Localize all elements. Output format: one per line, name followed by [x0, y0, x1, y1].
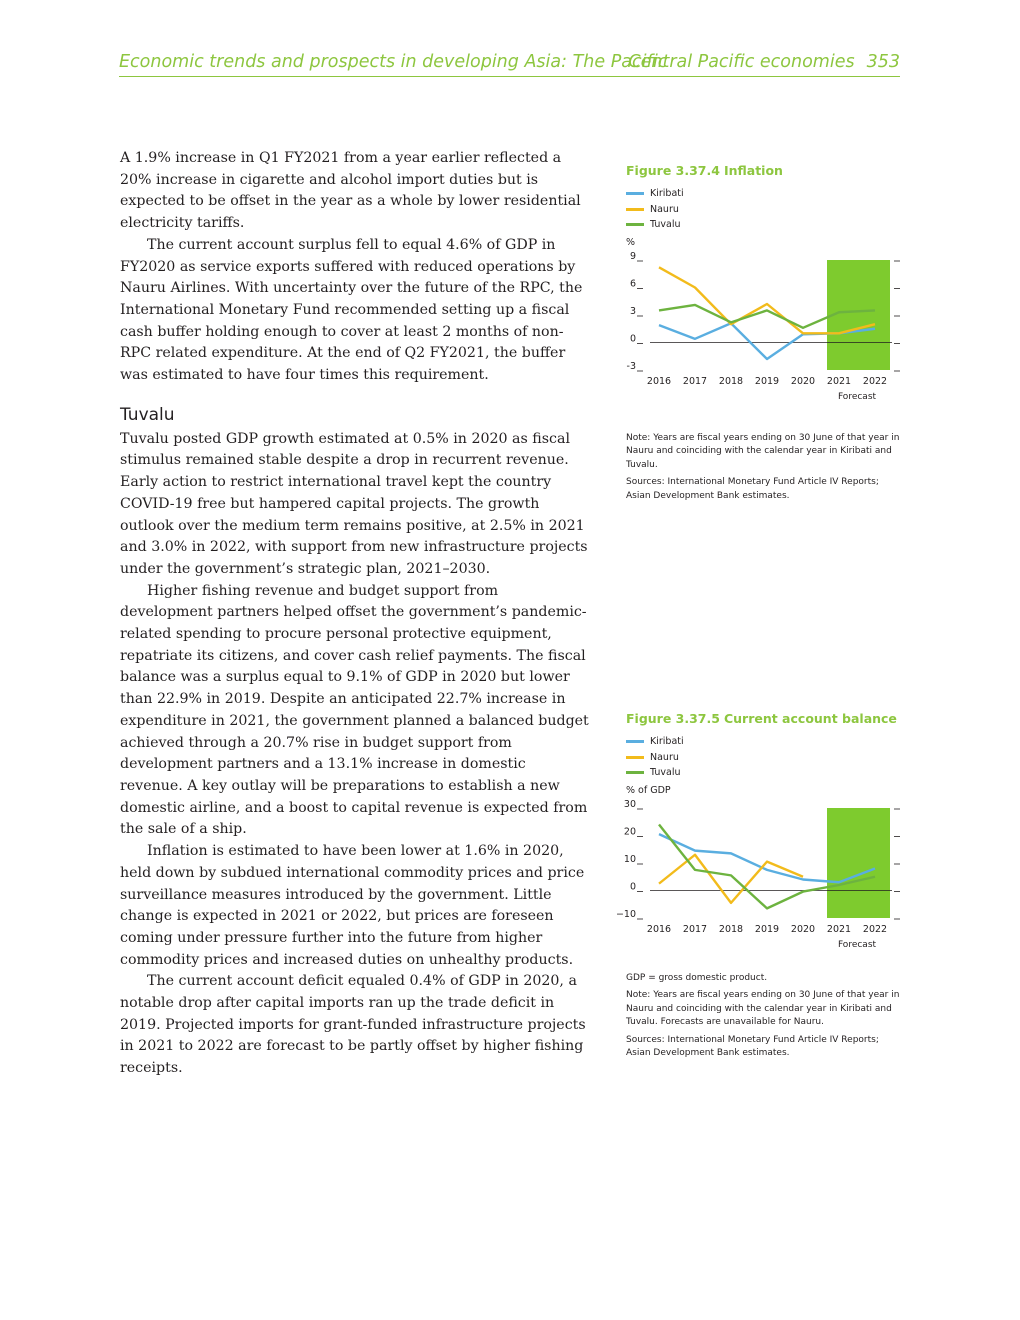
forecast-band [827, 260, 890, 370]
legend-item-nauru [626, 750, 902, 766]
figure-note: Note: Years are fiscal years ending on 30 June of that year in Nauru and coinciding with the calendar year in Kiribati and Tuvalu. Forecasts are unavailable for Nauru. [626, 990, 900, 1027]
legend-label: Nauru [650, 203, 679, 215]
x-tick-label: 2016 [646, 923, 672, 935]
paragraph: The current account surplus fell to equal 4.6% of GDP in FY2020 as service exports suffered with reduced operations by Nauru Airlines. With uncertainty over the future of the RPC, the International Monetary Fund recommended setting up a fiscal cash buffer holding enough to cover at least 2 months of non-RPC related expenditure. At the end of Q2 FY2021, the buffer was estimated to have four times this requirement. [120, 236, 583, 384]
paragraph: The current account deficit equaled 0.4% of GDP in 2020, a notable drop after capital imports ran up the trade deficit in 2019. Projected imports for grant-funded infrastructure projects in 2021 to 2022 are forecast to be partly offset by higher fishing receipts. [120, 973, 586, 1077]
figure-note: Note: Years are fiscal years ending on 30 June of that year in Nauru and coinciding with the calendar year in Kiribati and Tuvalu. [626, 432, 900, 470]
chart-legend [626, 734, 902, 781]
y-tick-label: 6 [629, 278, 636, 289]
figure-sources: Sources: International Monetary Fund Article IV Reports; Asian Development Bank estimates. [626, 477, 879, 501]
y-tick-label: 20 [623, 826, 636, 837]
series-line-nauru [659, 854, 803, 902]
x-tick-label: 2017 [682, 375, 708, 387]
running-head-title: Economic trends and prospects in developing Asia: The Pacific [119, 52, 668, 72]
paragraph: A 1.9% increase in Q1 FY2021 from a year earlier reflected a 20% increase in cigarette and alcohol import duties but is expected to be offset in the year as a whole by lower residential electricity tariffs. [120, 150, 581, 232]
legend-label: Kiribati [650, 188, 684, 200]
legend-swatch [626, 740, 644, 743]
figure-inflation [626, 163, 902, 507]
x-tick-label: 2017 [682, 923, 708, 935]
chart-unit-label: % [626, 236, 636, 248]
figure-name: Inflation [723, 163, 783, 178]
figure-number: Figure 3.37.4 [626, 163, 720, 178]
y-tick-label: −10 [615, 908, 636, 920]
x-tick-label: 2021 [826, 923, 852, 935]
legend-swatch [626, 208, 644, 211]
chart-legend [626, 186, 902, 233]
body-column [120, 148, 590, 1080]
figure-name: Current account balance [723, 711, 897, 726]
legend-label: Kiribati [650, 736, 684, 748]
x-tick-label: 2022 [862, 375, 888, 387]
page-number: 353 [866, 52, 900, 72]
legend-item-kiribati [626, 186, 902, 202]
figure-abbreviation: GDP = gross domestic product. [626, 972, 768, 983]
x-tick-label: 2022 [862, 923, 888, 935]
y-tick-label: 10 [623, 853, 636, 865]
legend-label: Tuvalu [650, 767, 681, 779]
y-tick-label: 0 [629, 333, 636, 344]
y-tick-label: 3 [629, 305, 636, 317]
paragraph: Higher fishing revenue and budget support from development partners helped offset the government’s pandemic-related spending to procure personal protective equipment, repatriate its citizens, and cover cash relief payments. The fiscal balance was a surplus equal to 9.1% of GDP in 2020 but lower than 22.9% in 2019. Despite an anticipated 22.7% increase in expenditure in 2021, the government planned a balanced budget achieved through a 20.7% rise in budget support from development partners and a 13.1% increase in domestic revenue. A key outlay will be preparations to establish a new domestic airline, and a boost to capital revenue is expected from the sale of a ship. [120, 582, 589, 838]
legend-item-nauru [626, 202, 902, 218]
section-heading: Tuvalu [120, 404, 175, 425]
running-head-right [616, 52, 900, 72]
figure-number: Figure 3.37.5 [626, 711, 720, 726]
y-tick-label: 30 [623, 798, 636, 810]
x-tick-label: 2016 [646, 375, 672, 387]
x-tick-label: 2020 [790, 375, 816, 387]
chart-unit-label: % of GDP [626, 784, 671, 796]
forecast-band [827, 808, 890, 918]
figure-sources: Sources: International Monetary Fund Article IV Reports; Asian Development Bank estimates. [626, 1034, 879, 1058]
y-tick-label: 0 [629, 881, 636, 892]
figure-notes [626, 432, 902, 504]
legend-swatch [626, 756, 644, 759]
x-tick-label: 2019 [754, 923, 780, 935]
forecast-label: Forecast [837, 391, 877, 402]
forecast-label: Forecast [837, 939, 877, 950]
figure-title [626, 711, 902, 726]
legend-label: Nauru [650, 751, 679, 763]
paragraph: Inflation is estimated to have been lower at 1.6% in 2020, held down by subdued international commodity prices and price surveillance measures introduced by the government. Little change is expected in 2021 or 2022, but prices are foreseen coming under pressure further into the future from higher commodity prices and increased duties on unhealthy products. [120, 843, 585, 968]
inflation-chart [626, 252, 902, 410]
section-title: Central Pacific economies [628, 52, 855, 72]
x-tick-label: 2019 [754, 375, 780, 387]
y-tick-label: -3 [626, 360, 636, 372]
legend-swatch [626, 192, 644, 195]
running-head [119, 52, 900, 77]
figure-current-account [615, 711, 902, 1065]
figure-notes [626, 972, 902, 1061]
legend-item-kiribati [626, 734, 902, 750]
legend-item-tuvalu [626, 765, 902, 781]
legend-swatch [626, 223, 644, 226]
legend-label: Tuvalu [650, 219, 681, 231]
legend-item-tuvalu [626, 217, 902, 233]
legend-swatch [626, 771, 644, 774]
x-tick-label: 2021 [826, 375, 852, 387]
x-tick-label: 2020 [790, 923, 816, 935]
current-account-chart [615, 798, 902, 958]
y-tick-label: 9 [629, 250, 636, 262]
x-tick-label: 2018 [718, 375, 744, 387]
paragraph: Tuvalu posted GDP growth estimated at 0.5% in 2020 as fiscal stimulus remained stable despite a drop in recurrent revenue. Early action to restrict international travel kept the country COVID-19 free but hampered capital projects. The growth outlook over the medium term remains positive, at 2.5% in 2021 and 3.0% in 2022, with support from new infrastructure projects under the government’s strategic plan, 2021–2030. [120, 430, 588, 577]
figure-title [626, 163, 902, 178]
x-tick-label: 2018 [718, 923, 744, 935]
